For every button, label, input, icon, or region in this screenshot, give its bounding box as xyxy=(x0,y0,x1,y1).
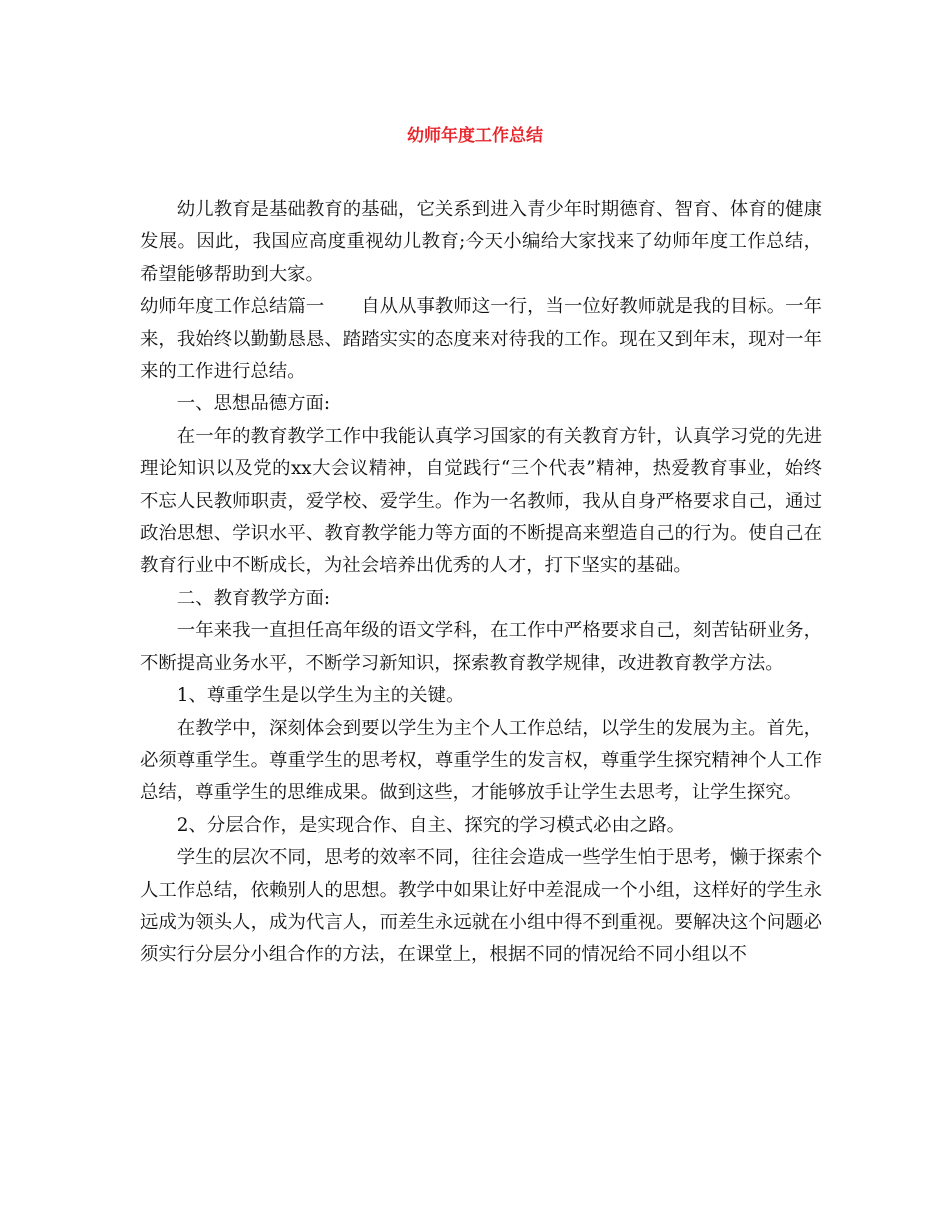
document-title: 幼师年度工作总结 xyxy=(407,126,543,146)
paragraph-ideology: 在一年的教育教学工作中我能认真学习国家的有关教育方针，认真学习党的先进理论知识以及党的xx大会议精神，自觉践行“三个代表”精神，热爱教育事业，始终不忘人民教师职责，爱学校、爱学生。作为一名教师，我从自身严格要求自己，通过政治思想、学识水平、教育教学能力等方面的不断提高来塑造自己的行为。使自己在教育行业中不断成长，为社会培养出优秀的人才，打下坚实的基础。 xyxy=(140,425,822,577)
heading-ideology: 一、思想品德方面: xyxy=(176,393,331,415)
paragraph-teaching: 一年来我一直担任高年级的语文学科，在工作中严格要求自己，刻苦钻研业务，不断提高业务水平，不断学习新知识，探索教育教学规律，改进教育教学方法。 xyxy=(140,620,822,674)
paragraph-cooperation: 学生的层次不同，思考的效率不同，往往会造成一些学生怕于思考，懒于探索个人工作总结，依赖别人的思想。教学中如果让好中差混成一个小组，这样好的学生永远成为领头人，成为代言人，而差生永远就在小组中得不到重视。要解决这个问题必须实行分层分小组合作的方法，在课堂上，根据不同的情况给不同小组以不 xyxy=(140,847,822,966)
document-body xyxy=(140,194,822,972)
paragraph-respect: 在教学中，深刻体会到要以学生为主个人工作总结，以学生的发展为主。首先，必须尊重学生。尊重学生的思考权，尊重学生的发言权，尊重学生探究精神个人工作总结，尊重学生的思维成果。做到这些，才能够放手让学生去思考，让学生探究。 xyxy=(140,717,822,804)
paragraph-intro: 幼儿教育是基础教育的基础，它关系到进入青少年时期德育、智育、体育的健康发展。因此，我国应高度重视幼儿教育;今天小编给大家找来了幼师年度工作总结，希望能够帮助到大家。 xyxy=(140,199,822,285)
subheading-cooperation: 2、分层合作，是实现合作、自主、探究的学习模式必由之路。 xyxy=(176,814,686,836)
paragraph-section-one-intro: 幼师年度工作总结篇一 自从从事教师这一行，当一位好教师就是我的目标。一年来，我始终以勤勤恳恳、踏踏实实的态度来对待我的工作。现在又到年末，现对一年来的工作进行总结。 xyxy=(140,296,822,383)
heading-teaching: 二、教育教学方面: xyxy=(176,587,331,609)
subheading-respect: 1、尊重学生是以学生为主的关键。 xyxy=(176,685,465,707)
